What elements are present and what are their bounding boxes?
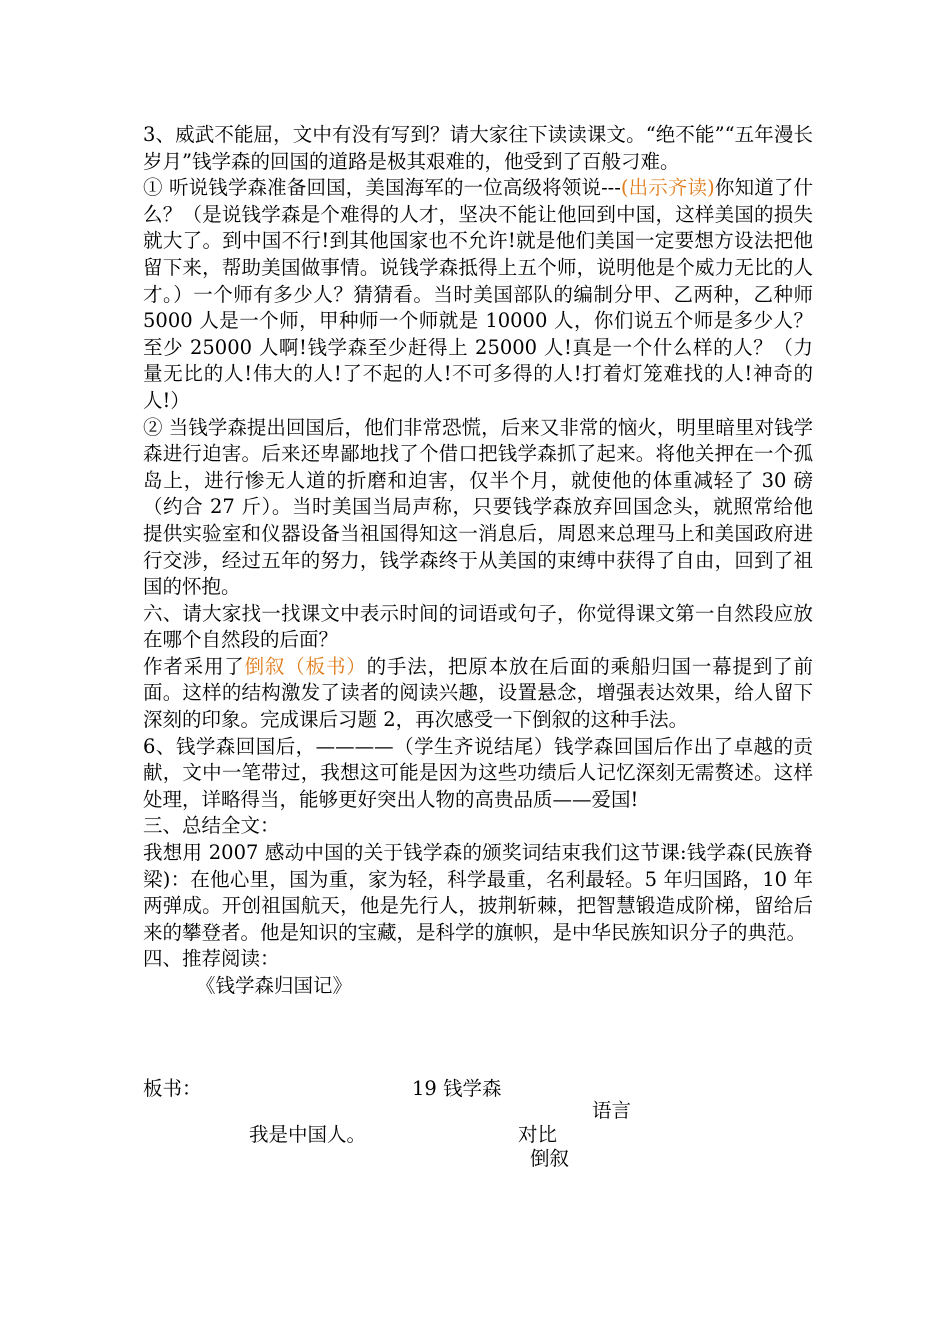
board-item-chinese: 我是中国人。 xyxy=(249,1123,367,1146)
lesson-text xyxy=(143,122,813,1000)
general-quote-discussion: 你知道了什么？（是说钱学森是个难得的人才，坚决不能让他回到中国，这样美国的损失就大了。到中国不行!到其他国家也不允许!就是他们美国一定要想方设法把他留下来，帮助美国做事情。说钱学森抵得上五个师，说明他是个威力无比的人才。）一个师有多少人？猜猜看。当时美国部队的编制分甲、乙两种，乙种师 5000 人是一个师，甲种师一个师就是 10000 人，你们说五个师是多少人？至少 25000 人啊!钱学森至少赶得上 25000 人!真是一个什么样的人？（力量无比的人!伟大的人!了不起的人!不可多得的人!打着灯笼难找的人!神奇的人!） xyxy=(143,176,813,412)
recommended-book: 《钱学森归国记》 xyxy=(196,974,353,997)
general-quote-intro: ① 听说钱学森准备回国，美国海军的一位高级将领说--- xyxy=(143,176,621,200)
board-item-flashback: 倒叙 xyxy=(530,1147,570,1170)
board-title: 19 钱学森 xyxy=(412,1077,502,1100)
paragraph-contribution: 6、钱学森回国后，————（学生齐说结尾）钱学森回国后作出了卓越的贡献，文中一笔带过，我想这可能是因为这些功绩后人记忆深刻无需赘述。这样处理，详略得当，能够更好突出人物的高贵品质——爱国! xyxy=(143,734,813,811)
board-item-language: 语言 xyxy=(592,1099,632,1122)
read-aloud-note: (出示齐读) xyxy=(620,176,715,200)
section-heading-summary: 三、总结全文： xyxy=(143,814,280,838)
section-heading-reading: 四、推荐阅读： xyxy=(143,947,280,971)
board-label: 板书： xyxy=(143,1077,202,1100)
board-item-contrast: 对比 xyxy=(518,1123,558,1146)
paragraph-resilience: 3、威武不能屈，文中有没有写到？请大家往下读读课文。“绝不能”“五年漫长岁月”钱学森的回国的道路是极其艰难的，他受到了百般刁难。 xyxy=(143,123,813,173)
flashback-intro: 作者采用了 xyxy=(143,654,245,678)
paragraph-general-quote xyxy=(143,175,813,414)
paragraph-award-citation: 我想用 2007 感动中国的关于钱学森的颁奖词结束我们这节课:钱学森(民族脊梁)：在他心里，国为重，家为轻，科学最重，名利最轻。5 年归国路，10 年两弹成。开创祖国航天，他是先行人，披荆斩棘，把智慧锻造成阶梯，留给后来的攀登者。他是知识的宝藏，是科学的旗帜，是中华民族知识分子的典范。 xyxy=(143,841,813,944)
flashback-board-note: 倒叙（板书） xyxy=(244,654,367,678)
paragraph-time-words: 六、请大家找一找课文中表示时间的词语或句子，你觉得课文第一自然段应放在哪个自然段的后面？ xyxy=(143,601,813,652)
flashback-explanation: 的手法，把原本放在后面的乘船归国一幕提到了前面。这样的结构激发了读者的阅读兴趣，设置悬念，增强表达效果，给人留下深刻的印象。完成课后习题 2，再次感受一下倒叙的这种手法。 xyxy=(143,654,813,732)
paragraph-flashback xyxy=(143,654,813,734)
paragraph-persecution: ② 当钱学森提出回国后，他们非常恐慌，后来又非常的恼火，明里暗里对钱学森进行迫害。后来还卑鄙地找了个借口把钱学森抓了起来。将他关押在一个孤岛上，进行惨无人道的折磨和迫害，仅半个月，就使他的体重减轻了 30 磅（约合 27 斤）。当时美国当局声称，只要钱学森放弃回国念头，就照常给他提供实验室和仪器设备当祖国得知这一消息后，周恩来总理马上和美国政府进行交涉，经过五年的努力，钱学森终于从美国的束缚中获得了自由，回到了祖国的怀抱。 xyxy=(143,415,813,599)
